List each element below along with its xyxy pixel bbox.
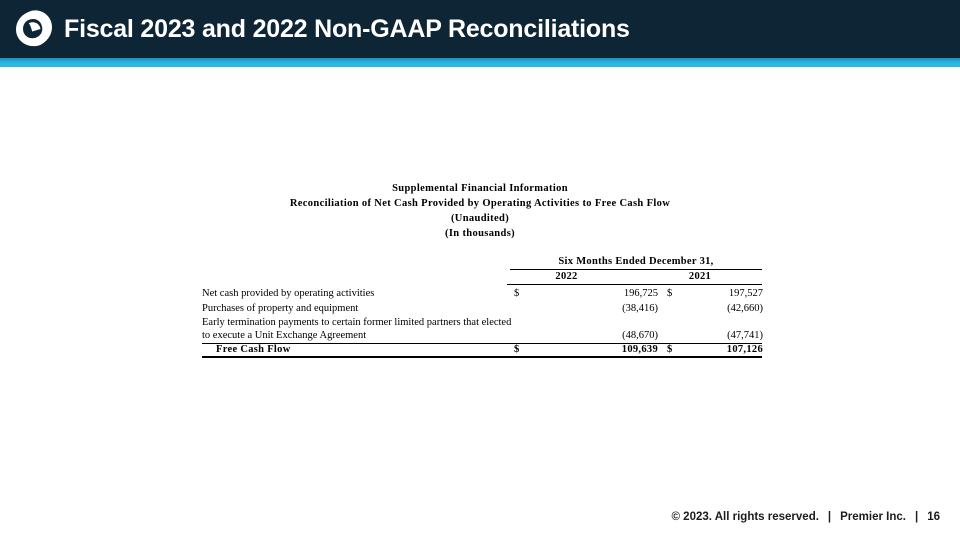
dollar-sign: $ [667, 344, 673, 355]
column-header-2022: 2022 [555, 271, 578, 282]
value-2022: 109,639 [621, 344, 658, 355]
column-header-2021: 2021 [688, 271, 712, 282]
dollar-sign: $ [514, 344, 520, 355]
dollar-sign: $ [514, 288, 520, 299]
rule-under-period-header [510, 269, 762, 270]
doc-title-line4: (In thousands) [445, 228, 515, 239]
doc-title-line1: Supplemental Financial Information [392, 183, 568, 194]
value-2022: (48,670) [622, 330, 658, 341]
rule-below-total [202, 356, 762, 358]
value-2022: 196,725 [623, 288, 658, 299]
row-label: to execute a Unit Exchange Agreement [202, 330, 367, 341]
value-2021: (42,660) [727, 303, 763, 314]
table-row-early-termination-line2 [202, 330, 762, 344]
company-name: Premier Inc. [840, 511, 906, 523]
footer-separator: | [827, 511, 832, 523]
slide-title: Fiscal 2023 and 2022 Non-GAAP Reconciliations [64, 14, 630, 43]
value-2022: (38,416) [622, 303, 658, 314]
table-row-early-termination-line1 [202, 317, 762, 331]
value-2021: 107,126 [726, 344, 763, 355]
footer [672, 511, 940, 523]
value-2021: 197,527 [728, 288, 763, 299]
page-number: 16 [927, 511, 940, 523]
copyright-text: © 2023. All rights reserved. [671, 511, 819, 523]
row-label: Purchases of property and equipment [202, 303, 359, 314]
table-row-net-cash [202, 288, 762, 302]
period-header: Six Months Ended December 31, [558, 256, 714, 267]
footer-separator: | [914, 511, 919, 523]
dollar-sign: $ [667, 288, 673, 299]
row-label: Net cash provided by operating activities [202, 288, 375, 299]
doc-title-line2: Reconciliation of Net Cash Provided by Operating Activities to Free Cash Flow [289, 198, 671, 209]
doc-title-line3: (Unaudited) [450, 213, 510, 224]
value-2021: (47,741) [727, 330, 763, 341]
rule-under-years [507, 284, 762, 285]
row-label: Early termination payments to certain former limited partners that elected [202, 317, 512, 328]
table-row-purchases [202, 303, 762, 317]
row-label: Free Cash Flow [216, 344, 291, 355]
